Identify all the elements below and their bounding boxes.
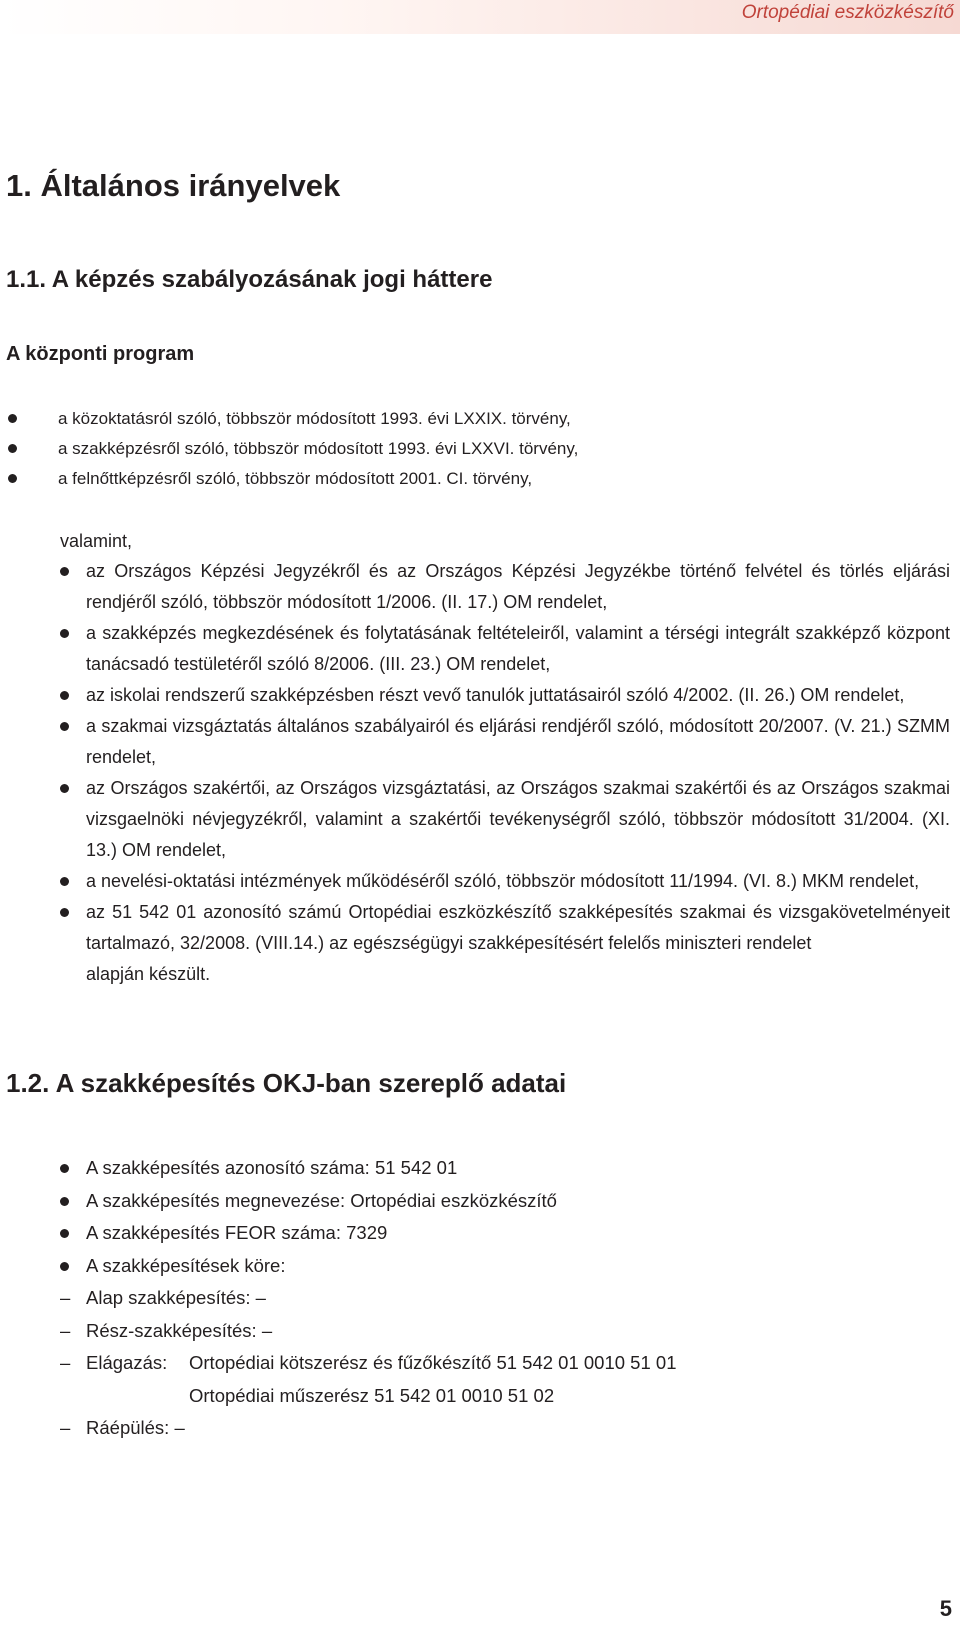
subsection-title-legal-background: 1.1. A képzés szabályozásának jogi háttere <box>6 266 493 293</box>
bullet-icon <box>60 691 69 700</box>
list-item: a szakmai vizsgáztatás általános szabályairól és eljárási rendjéről szóló, módosított 20/2007. (V. 21.) SZMM rendelet, <box>86 711 950 773</box>
program-heading: A központi program <box>6 343 195 365</box>
list-item: a szakképzésről szóló, többször módosított 1993. évi LXXVI. törvény, <box>58 434 956 464</box>
list-item: a szakképzés megkezdésének és folytatásának feltételeiről, valamint a térségi integrált szakképző központ tanácsadó testületéről szóló 8/2006. (III. 23.) OM rendelet, <box>86 618 950 680</box>
header-title: Ortopédiai eszközkészítő <box>741 2 954 23</box>
bullet-icon <box>60 1229 69 1238</box>
dash-icon: – <box>60 1319 71 1341</box>
bullet-icon <box>60 567 69 576</box>
list-item: A szakképesítés FEOR száma: 7329 <box>86 1217 956 1250</box>
list-item: az Országos Képzési Jegyzékről és az Országos Képzési Jegyzékbe történő felvétel és törlés eljárási rendjéről szóló, többször módosított 1/2006. (II. 17.) OM rendelet, <box>86 556 950 618</box>
list-item: a nevelési-oktatási intézmények működéséről szóló, többször módosított 11/1994. (VI. 8.) MKM rendelet, <box>86 866 950 897</box>
page-content <box>6 170 956 1445</box>
bullet-icon <box>60 908 69 917</box>
list-item: A szakképesítések köre: <box>86 1250 956 1283</box>
branch-values <box>189 1347 676 1412</box>
subsection-title-okj-data: 1.2. A szakképesítés OKJ-ban szereplő adatai <box>6 1068 567 1098</box>
list-item: a közoktatásról szóló, többször módosított 1993. évi LXXIX. törvény, <box>58 404 956 434</box>
regulation-list <box>6 556 950 959</box>
sub-list-item: – Ráépülés: – <box>86 1412 956 1445</box>
page-header <box>0 0 960 34</box>
bullet-icon <box>60 877 69 886</box>
branch-row <box>86 1347 956 1412</box>
list-item: az 51 542 01 azonosító számú Ortopédiai eszközkészítő szakképesítés szakmai és vizsgakövetelményeit tartalmazó, 32/2008. (VIII.14.) az egészségügyi szakképesítésért felelős miniszteri rendelet <box>86 897 950 959</box>
branch-value: Ortopédiai kötszerész és fűzőkészítő 51 542 01 0010 51 01 <box>189 1352 677 1373</box>
okj-list <box>6 1152 956 1445</box>
dash-icon: – <box>60 1352 71 1373</box>
list-item: A szakképesítés megnevezése: Ortopédiai eszközkészítő <box>86 1185 956 1218</box>
dash-icon: – <box>60 1417 71 1438</box>
closing-text: alapján készült. <box>86 964 211 984</box>
page-number: 5 <box>939 1596 952 1621</box>
sub-list-item: – Rész-szakképesítés: – <box>86 1315 956 1348</box>
sub-list-item-branch <box>60 1347 956 1412</box>
bullet-icon <box>60 1197 69 1206</box>
section-title: 1. Általános irányelvek <box>6 168 341 203</box>
list-item: az Országos szakértői, az Országos vizsgáztatási, az Országos szakmai szakértői és az Országos szakmai vizsgaelnöki névjegyzékről, valamint a szakértői tevékenységről szóló, többször módosított 31/2004. (XI. 13.) OM rendelet, <box>86 773 950 866</box>
sub-list-item: – Alap szakképesítés: – <box>86 1282 956 1315</box>
branch-value: Ortopédiai műszerész 51 542 01 0010 51 02 <box>189 1384 555 1406</box>
bullet-icon <box>8 414 17 423</box>
list-item: az iskolai rendszerű szakképzésben részt vevő tanulók juttatásairól szóló 4/2002. (II. 26.) OM rendelet, <box>86 680 950 711</box>
also-label: valamint, <box>60 531 133 551</box>
bullet-icon <box>60 629 69 638</box>
law-list <box>6 404 956 494</box>
bullet-icon <box>8 444 17 453</box>
branch-label: Elágazás: <box>86 1352 168 1373</box>
list-item: A szakképesítés azonosító száma: 51 542 01 <box>86 1152 956 1185</box>
bullet-icon <box>60 784 69 793</box>
bullet-icon <box>60 1262 69 1271</box>
dash-icon: – <box>60 1287 71 1308</box>
bullet-icon <box>60 1164 69 1173</box>
bullet-icon <box>8 474 17 483</box>
bullet-icon <box>60 722 69 731</box>
list-item: a felnőttképzésről szóló, többször módosított 2001. CI. törvény, <box>58 464 956 494</box>
